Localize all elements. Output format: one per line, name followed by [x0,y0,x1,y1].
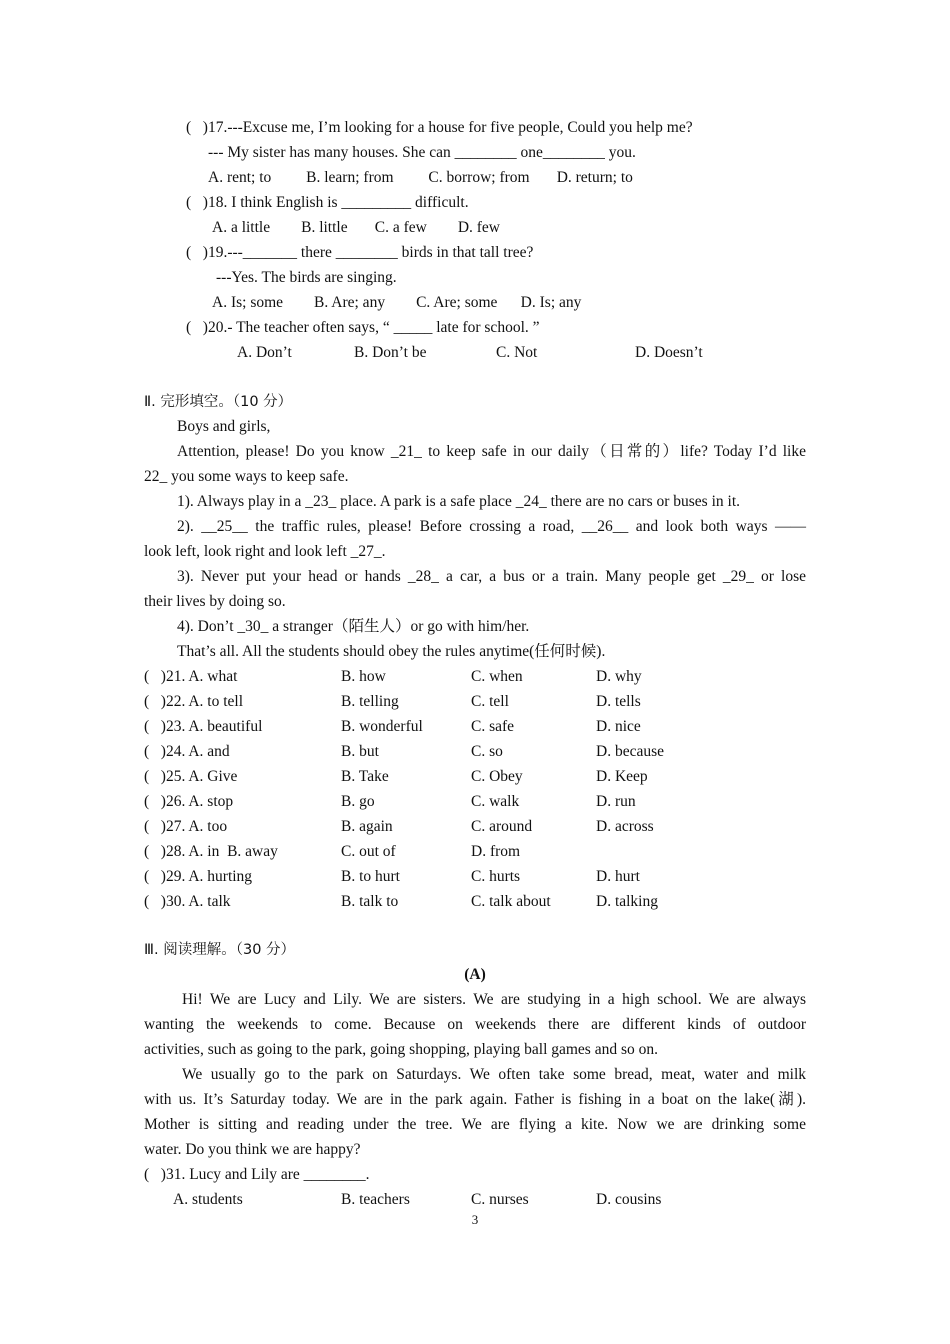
reading-line: We usually go to the park on Saturdays. We often take some bread, meat, water and milk [182,1066,806,1083]
cloze-question-stem: ( )22. A. to tell [144,693,244,710]
question-17-reply: --- My sister has many houses. She can ________ one________ you. [208,144,636,161]
cloze-line: That’s all. All the students should obey the rules anytime(任何时候). [177,643,606,660]
cloze-option: C. tell [471,693,509,710]
question-20-option: A. Don’t [237,344,292,361]
cloze-option: C. when [471,668,523,685]
cloze-option: C. Obey [471,768,523,785]
question-31-option: C. nurses [471,1191,529,1208]
cloze-option: D. from [471,843,521,860]
cloze-option: C. out of [341,843,396,860]
question-20-option: C. Not [496,344,538,361]
cloze-question-stem: ( )23. A. beautiful [144,718,263,735]
cloze-option: C. so [471,743,503,760]
cloze-line: 4). Don’t _30_ a stranger（陌生人）or go with him/her. [177,618,530,635]
cloze-line: look left, look right and look left _27_. [144,543,386,560]
cloze-option: B. Take [341,768,389,785]
cloze-question-stem: ( )24. A. and [144,743,230,760]
cloze-option: B. how [341,668,386,685]
cloze-line: their lives by doing so. [144,593,286,610]
question-20: ( )20.- The teacher often says, “ _____ late for school. ” [186,319,540,336]
reading-line: Mother is sitting and reading under the tree. We are flying a kite. Now we are drinking some [144,1116,806,1133]
cloze-option: B. but [341,743,379,760]
question-20-option: B. Don’t be [354,344,427,361]
cloze-option: B. wonderful [341,718,423,735]
cloze-question-stem: ( )27. A. too [144,818,228,835]
reading-line: wanting the weekends to come. Because on weekends there are different kinds of outdoor [144,1016,806,1033]
question-17: ( )17.---Excuse me, I’m looking for a house for five people, Could you help me? [186,119,693,136]
question-18-options: A. a little B. little C. a few D. few [212,219,500,236]
cloze-line: 1). Always play in a _23_ place. A park is a safe place _24_ there are no cars or buses in it. [177,493,740,510]
reading-line: water. Do you think we are happy? [144,1141,361,1158]
cloze-line: 3). Never put your head or hands _28_ a car, a bus or a train. Many people get _29_ or lose [177,568,806,585]
cloze-option: D. run [596,793,636,810]
cloze-line: 2). __25__ the traffic rules, please! Before crossing a road, __26__ and look both ways —— [177,518,806,535]
cloze-greeting: Boys and girls, [177,418,271,435]
cloze-option: D. tells [596,693,641,710]
question-20-option: D. Doesn’t [635,344,703,361]
cloze-option: B. telling [341,693,399,710]
reading-line: Hi! We are Lucy and Lily. We are sisters. We are studying in a high school. We are always [182,991,806,1008]
cloze-question-stem: ( )28. A. in B. away [144,843,278,860]
reading-line: with us. It’s Saturday today. We are in the park again. Father is fishing in a boat on the lake(湖). [144,1091,806,1108]
cloze-line: Attention, please! Do you know _21_ to keep safe in our daily（日常的）life? Today I’d like [177,443,806,460]
question-19-reply: ---Yes. The birds are singing. [216,269,397,286]
cloze-question-stem: ( )30. A. talk [144,893,231,910]
question-31-option: B. teachers [341,1191,410,1208]
question-17-options: A. rent; to B. learn; from C. borrow; from D. return; to [208,169,633,186]
cloze-option: C. walk [471,793,520,810]
cloze-option: C. talk about [471,893,551,910]
cloze-option: D. why [596,668,642,685]
question-31: ( )31. Lucy and Lily are ________. [144,1166,370,1183]
page-number: 3 [471,1212,479,1227]
cloze-option: C. around [471,818,533,835]
cloze-option: D. across [596,818,654,835]
cloze-option: D. talking [596,893,658,910]
cloze-question-stem: ( )29. A. hurting [144,868,253,885]
cloze-question-stem: ( )21. A. what [144,668,238,685]
cloze-option: C. safe [471,718,515,735]
cloze-option: D. hurt [596,868,640,885]
cloze-option: D. because [596,743,664,760]
question-19-options: A. Is; some B. Are; any C. Are; some D. Is; any [212,294,582,311]
cloze-option: B. again [341,818,393,835]
question-18: ( )18. I think English is _________ difficult. [186,194,469,211]
cloze-option: B. go [341,793,375,810]
cloze-option: D. nice [596,718,641,735]
cloze-option: D. Keep [596,768,648,785]
cloze-line: 22_ you some ways to keep safe. [144,468,349,485]
reading-heading: Ⅲ. 阅读理解。（30 分） [144,942,296,958]
cloze-option: B. talk to [341,893,399,910]
question-19: ( )19.---_______ there ________ birds in that tall tree? [186,244,534,261]
question-31-option: D. cousins [596,1191,662,1208]
cloze-question-stem: ( )25. A. Give [144,768,238,785]
passage-label: (A) [464,966,486,983]
reading-line: activities, such as going to the park, going shopping, playing ball games and so on. [144,1041,659,1058]
question-31-option: A. students [173,1191,243,1208]
cloze-heading: Ⅱ. 完形填空。（10 分） [144,394,293,410]
cloze-option: C. hurts [471,868,521,885]
cloze-question-stem: ( )26. A. stop [144,793,234,810]
cloze-option: B. to hurt [341,868,400,885]
